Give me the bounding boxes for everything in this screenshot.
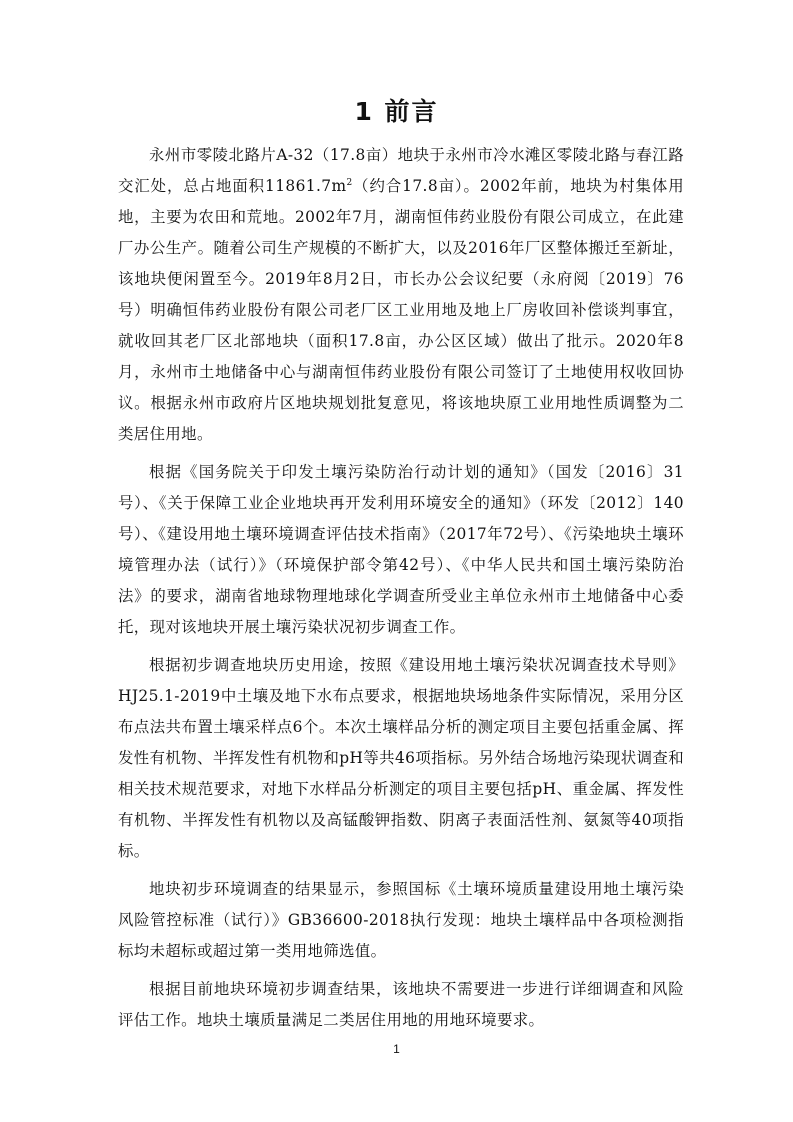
area-unit-superscript: 2 [346, 177, 353, 188]
paragraph-background-text-2: （约合17.8亩）。2002年前，地块为村集体用地，主要为农田和荒地。2002年7月，湖南恒伟药业股份有限公司成立，在此建厂办公生产。随着公司生产规模的不断扩大，以及2016年厂区整体搬迁至新址，该地块便闲置至今。2019年8月2日，市长办公会议纪要（永府阅〔2019〕76号）明确恒伟药业股份有限公司老厂区工业用地及地上厂房收回补偿谈判事宜，就收回其老厂区北部地块（面积17.8亩，办公区区域）做出了批示。2020年8月，永州市土地储备中心与湖南恒伟药业股份有限公司签订了土地使用权收回协议。根据永州市政府片区地块规划批复意见，将该地块原工业用地性质调整为二类居住用地。 [118, 177, 684, 443]
body-text [118, 140, 684, 1043]
section-title: 1 前言 [354, 97, 439, 126]
paragraph-basis: 根据《国务院关于印发土壤污染防治行动计划的通知》（国发〔2016〕31号）、《关于保障工业企业地块再开发利用环境安全的通知》（环发〔2012〕140号）、《建设用地土壤环境调查评估技术指南》（2017年72号）、《污染地块土壤环境管理办法（试行）》（环境保护部令第42号）、《中华人民共和国土壤污染防治法》的要求，湖南省地球物理地球化学调查所受业主单位永州市土地储备中心委托，现对该地块开展土壤污染状况初步调查工作。 [118, 463, 684, 636]
paragraph-results: 地块初步环境调查的结果显示，参照国标《土壤环境质量建设用地土壤污染风险管控标准（试行）》GB36600-2018执行发现：地块土壤样品中各项检测指标均未超标或超过第一类用地筛选值。 [118, 880, 684, 960]
paragraph-background-text-1: 永州市零陵北路片A-32（17.8亩）地块于永州市冷水滩区零陵北路与春江路交汇处，总占地面积11861.7m [118, 146, 684, 195]
page-number: 1 [393, 1042, 400, 1056]
paragraph-method: 根据初步调查地块历史用途，按照《建设用地土壤污染状况调查技术导则》HJ25.1-2019中土壤及地下水布点要求，根据地块场地条件实际情况，采用分区布点法共布置土壤采样点6个。本次土壤样品分析的测定项目主要包括重金属、挥发性有机物、半挥发性有机物和pH等共46项指标。另外结合场地污染现状调查和相关技术规范要求，对地下水样品分析测定的项目主要包括pH、重金属、挥发性有机物、半挥发性有机物以及高锰酸钾指数、阴离子表面活性剂、氨氮等40项指标。 [118, 656, 684, 860]
paragraph-background [118, 140, 684, 450]
paragraph-conclusion: 根据目前地块环境初步调查结果，该地块不需要进一步进行详细调查和风险评估工作。地块土壤质量满足二类居住用地的用地环境要求。 [118, 980, 684, 1029]
